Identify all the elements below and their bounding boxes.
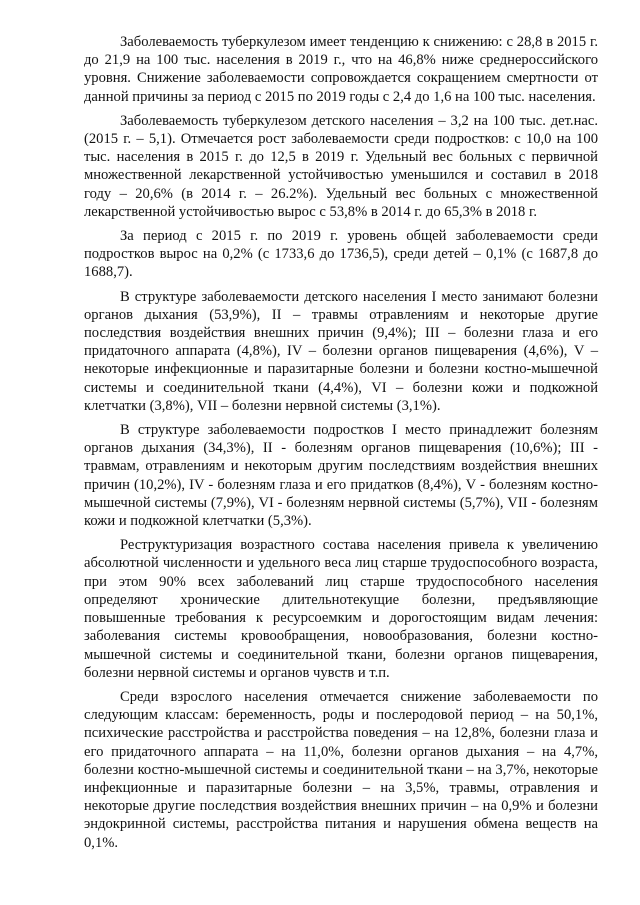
paragraph-adolescents-structure: В структуре заболеваемости подростков I место принадлежит болезням органов дыхания (34,3%), II - болезням органов пищеварения (10,6%); III - травмам, отравлениям и некоторым другим последствиям воздействия внешних причин (10,2%), IV - болезням глаза и его придатков (8,4%), V - болезням костно-мышечной системы (7,9%), VI - болезням нервной системы (5,7%), VII - болезням кожи и подкожной клетчатки (5,3%).	[84, 422, 598, 530]
paragraph-tuberculosis-adults: Заболеваемость туберкулезом имеет тенденцию к снижению: с 28,8 в 2015 г. до 21,9 на 100 тыс. населения в 2019 г., что на 46,8% ниже среднероссийского уровня. Снижение заболеваемости сопровождается сокращением смертности от данной причины за период с 2015 по 2019 годы с 2,4 до 1,6 на 100 тыс. населения.	[84, 34, 598, 105]
paragraph-adult-morbidity: Среди взрослого населения отмечается снижение заболеваемости по следующим классам: беременность, роды и послеродовой период – на 50,1%, психические расстройства и расстройства поведения – на 12,8%, болезни глаза и его придаточного аппарата – на 11,0%, болезни органов дыхания – на 4,7%, болезни костно-мышечной системы и соединительной ткани – на 3,7%, некоторые инфекционные и паразитарные болезни – на 3,5%, травмы, отравления и некоторые другие последствия воздействия внешних причин – на 0,9% и болезни эндокринной системы, расстройства питания и нарушения обмена веществ на 0,1%.	[84, 688, 598, 851]
paragraph-children-structure: В структуре заболеваемости детского населения I место занимают болезни органов дыхания (53,9%), II – травмы отравлениям и некоторые другие последствия воздействия внешних причин (9,4%); III – болезни глаза и его придаточного аппарата (4,8%), IV – болезни органов пищеварения (4,6%), V – некоторые инфекционные и паразитарные болезни и болезни костно-мышечной системы и соединительной ткани (4,4%), VI – болезни кожи и подкожной клетчатки (3,8%), VII – болезни нервной системы (3,1%).	[84, 288, 598, 414]
document-page	[84, 33, 598, 858]
paragraph-general-morbidity: За период с 2015 г. по 2019 г. уровень общей заболеваемости среди подростков вырос на 0,2% (с 1733,6 до 1736,5), среди детей – 0,1% (с 1687,8 до 1688,7).	[84, 228, 598, 281]
paragraph-age-restructuring: Реструктуризация возрастного состава населения привела к увеличению абсолютной численности и удельного веса лиц старше трудоспособного возраста, при этом 90% всех заболеваний лиц старше трудоспособного населения определяют хронические длительнотекущие болезни, предъявляющие повышенные требования к ресурсоемким и дорогостоящим видам лечения: заболевания системы кровообращения, новообразования, болезни костно-мышечной системы и соединительной ткани, болезни органов пищеварения, болезни нервной системы и органов чувств и т.п.	[84, 537, 598, 681]
paragraph-tuberculosis-children: Заболеваемость туберкулезом детского населения – 3,2 на 100 тыс. дет.нас. (2015 г. – 5,1). Отмечается рост заболеваемости среди подростков: с 10,0 на 100 тыс. населения в 2015 г. до 12,5 в 2019 г. Удельный вес больных с первичной множественной лекарственной устойчивостью уменьшился и составил в 2018 году – 20,6% (в 2014 г. – 26.2%). Удельный вес больных с множественной лекарственной устойчивостью вырос с 53,8% в 2014 г. до 65,3% в 2018 г.	[84, 112, 598, 220]
